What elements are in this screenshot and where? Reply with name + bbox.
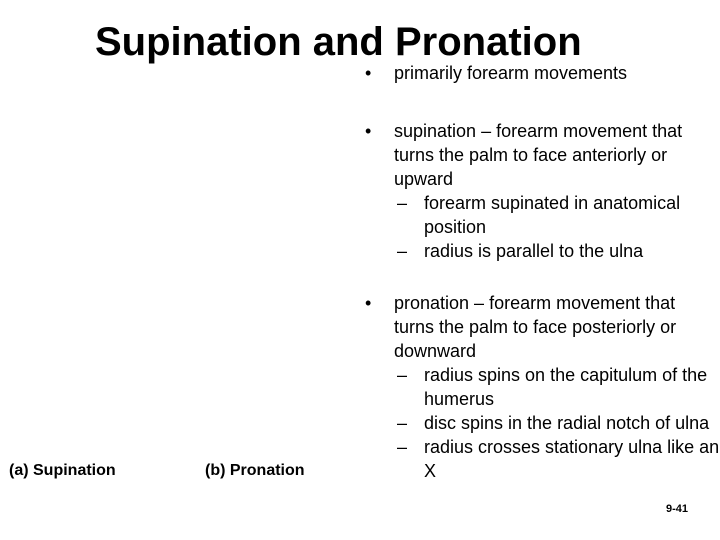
caption-pronation: (b) Pronation <box>205 462 305 479</box>
page-number: 9-41 <box>666 503 689 515</box>
bullet-marker: • <box>365 121 372 141</box>
caption-supination: (a) Supination <box>9 462 116 479</box>
bullet-text: supination – forearm movement that turns the palm to face anteriorly or upward <box>394 121 683 189</box>
bullet-list <box>365 61 720 483</box>
sub-bullet-text: radius is parallel to the ulna <box>424 241 644 261</box>
sub-bullet <box>394 239 720 263</box>
sub-bullet <box>394 363 720 411</box>
sub-bullet-text: radius spins on the capitulum of the humerus <box>424 365 708 409</box>
sub-bullet <box>394 411 720 435</box>
sub-bullet <box>394 191 720 239</box>
sub-bullet-marker: – <box>397 365 408 385</box>
sub-bullet-list <box>394 363 720 483</box>
slide-title: Supination and Pronation <box>95 20 582 64</box>
bullet-supination <box>365 119 720 263</box>
sub-bullet-marker: – <box>397 437 408 457</box>
sub-bullet-marker: – <box>397 413 408 433</box>
bullet-forearm-movements <box>365 61 720 85</box>
bullet-text: pronation – forearm movement that turns the palm to face posteriorly or downward <box>394 293 677 361</box>
bullet-pronation <box>365 291 720 483</box>
bullet-marker: • <box>365 63 372 83</box>
bullet-text: primarily forearm movements <box>394 63 628 83</box>
sub-bullet-marker: – <box>397 193 408 213</box>
sub-bullet-list <box>394 191 720 263</box>
sub-bullet-marker: – <box>397 241 408 261</box>
sub-bullet <box>394 435 720 483</box>
sub-bullet-text: disc spins in the radial notch of ulna <box>424 413 710 433</box>
sub-bullet-text: forearm supinated in anatomical position <box>424 193 681 237</box>
bullet-marker: • <box>365 293 372 313</box>
sub-bullet-text: radius crosses stationary ulna like an X <box>424 437 720 481</box>
